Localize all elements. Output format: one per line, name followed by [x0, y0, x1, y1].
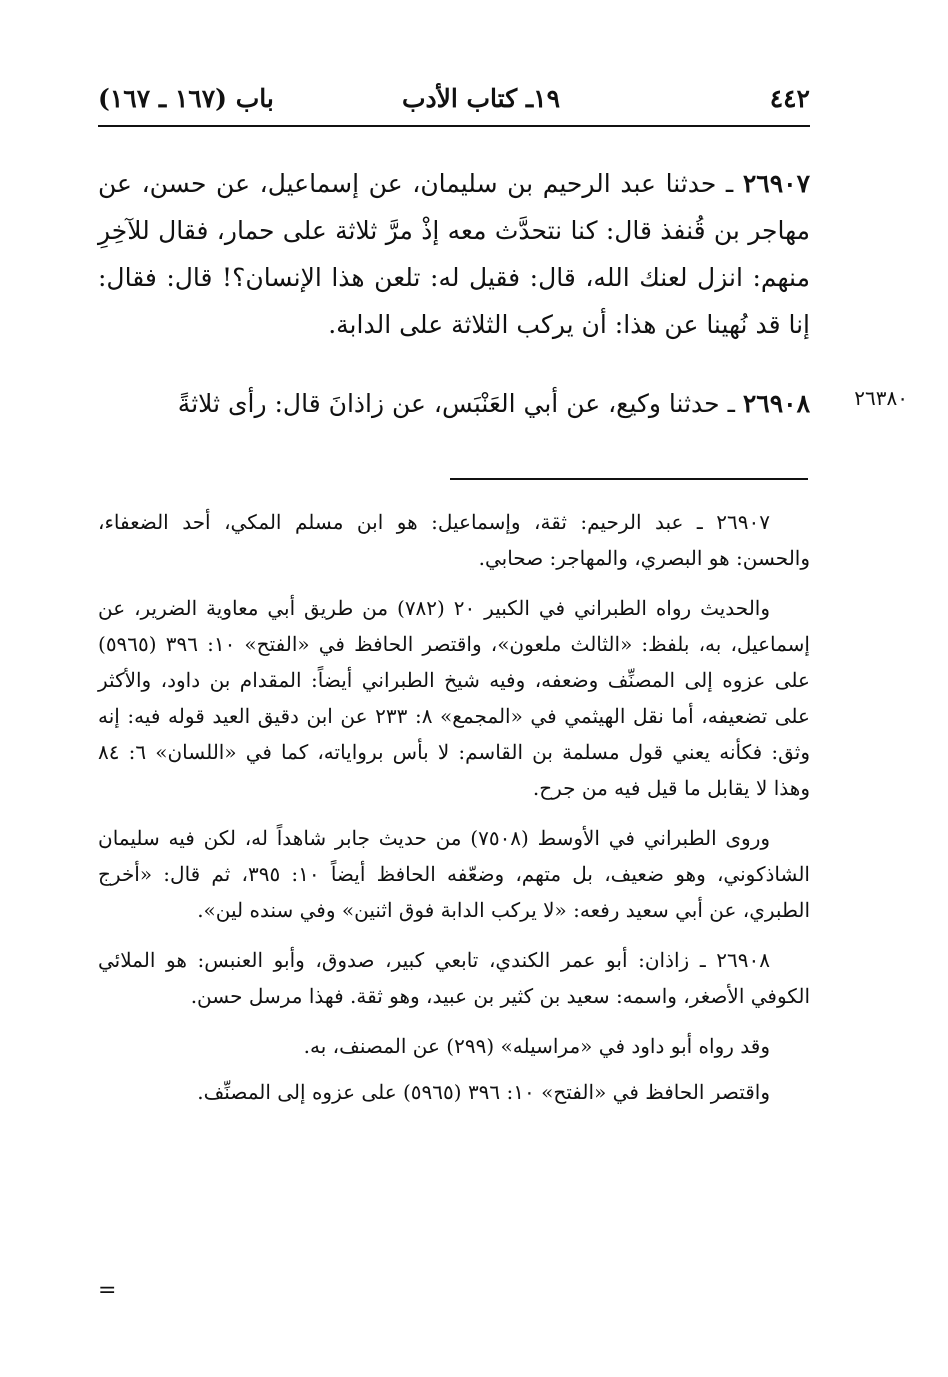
hadith-paragraph: [98, 160, 810, 348]
hadith-text: ـ حدثنا وكيع، عن أبي العَنْبَس، عن زاذانَ قال: رأى ثلاثةً: [177, 389, 735, 418]
footnote: [98, 504, 810, 576]
footnotes: [98, 504, 810, 1110]
margin-reference-number: ٢٦٣٨٠: [854, 386, 908, 410]
page-number: ٤٤٢: [769, 84, 810, 113]
footnote: [98, 942, 810, 1014]
footnote-number: ٢٦٩٠٨: [716, 948, 771, 972]
footnote: وقد رواه أبو داود في «مراسيله» (٢٩٩) عن المصنف، به.: [303, 1034, 770, 1058]
book-title: ١٩ـ كتاب الأدب: [401, 84, 560, 113]
chapter-range: باب (١٦٧ ـ ١٦٧): [98, 84, 274, 113]
footnote-text: ـ زاذان: أبو عمر الكندي، تابعي كبير، صدوق، وأبو العنبس: هو الملائي الكوفي الأصغر، واسمه: سعيد بن كثير بن عبيد، وهو ثقة. فهذا مرسل حسن.: [98, 948, 810, 1008]
header-rule: [98, 125, 810, 127]
continuation-mark: =: [98, 1278, 117, 1303]
footnote: وروى الطبراني في الأوسط (٧٥٠٨) من حديث جابر شاهداً له، لكن فيه سليمان الشاذكوني، وهو ضعيف، بل متهم، وضعّفه الحافظ أيضاً ١٠: ٣٩٥، ثم قال: «أخرج الطبري، عن أبي سعيد رفعه: «لا يركب الدابة فوق اثنين» وفي سنده لين».: [98, 826, 810, 922]
hadith-number: ٢٦٩٠٨: [742, 389, 810, 418]
main-text: [98, 160, 810, 348]
hadith-paragraph: [98, 380, 810, 427]
running-header: [98, 80, 810, 124]
footnote-text: ـ عبد الرحيم: ثقة، وإسماعيل: هو ابن مسلم المكي، أحد الضعفاء، والحسن: هو البصري، والمهاجر: صحابي.: [98, 510, 810, 570]
footnote: واقتصر الحافظ في «الفتح» ١٠: ٣٩٦ (٥٩٦٥) على عزوه إلى المصنِّف.: [197, 1080, 770, 1104]
hadith-number: ٢٦٩٠٧: [742, 169, 810, 198]
footnote: والحديث رواه الطبراني في الكبير ٢٠ (٧٨٢) من طريق أبي معاوية الضرير، عن إسماعيل، به، بلفظ: «الثالث ملعون»، واقتصر الحافظ في «الفتح» ١٠: ٣٩٦ (٥٩٦٥) على عزوه إلى المصنِّف وضعفه، وفيه شيخ الطبراني أيضاً: المقدام بن داود، والأكثر على تضعيفه، أما نقل الهيثمي في «المجمع» ٨: ٢٣٣ عن ابن دقيق العيد قوله فيه: إنه وثق: فكأنه يعني قول مسلمة بن القاسم: لا بأس برواياته، كما في «اللسان» ٦: ٨٤ وهذا لا يقابل ما قيل فيه من جرح.: [98, 596, 810, 800]
hadith-text: ـ حدثنا عبد الرحيم بن سليمان، عن إسماعيل، عن حسن، عن مهاجر بن قُنفذ قال: كنا نتحدَّث معه إذْ مرَّ ثلاثة على حمار، فقال للآخِرِ منهم: انزل لعنك الله، قال: فقيل له: تلعن هذا الإنسان؟! قال: فقال: إنا قد نُهينا عن هذا: أن يركب الثلاثة على الدابة.: [98, 169, 810, 339]
footnote-separator: [450, 478, 808, 480]
footnote-number: ٢٦٩٠٧: [716, 510, 770, 534]
